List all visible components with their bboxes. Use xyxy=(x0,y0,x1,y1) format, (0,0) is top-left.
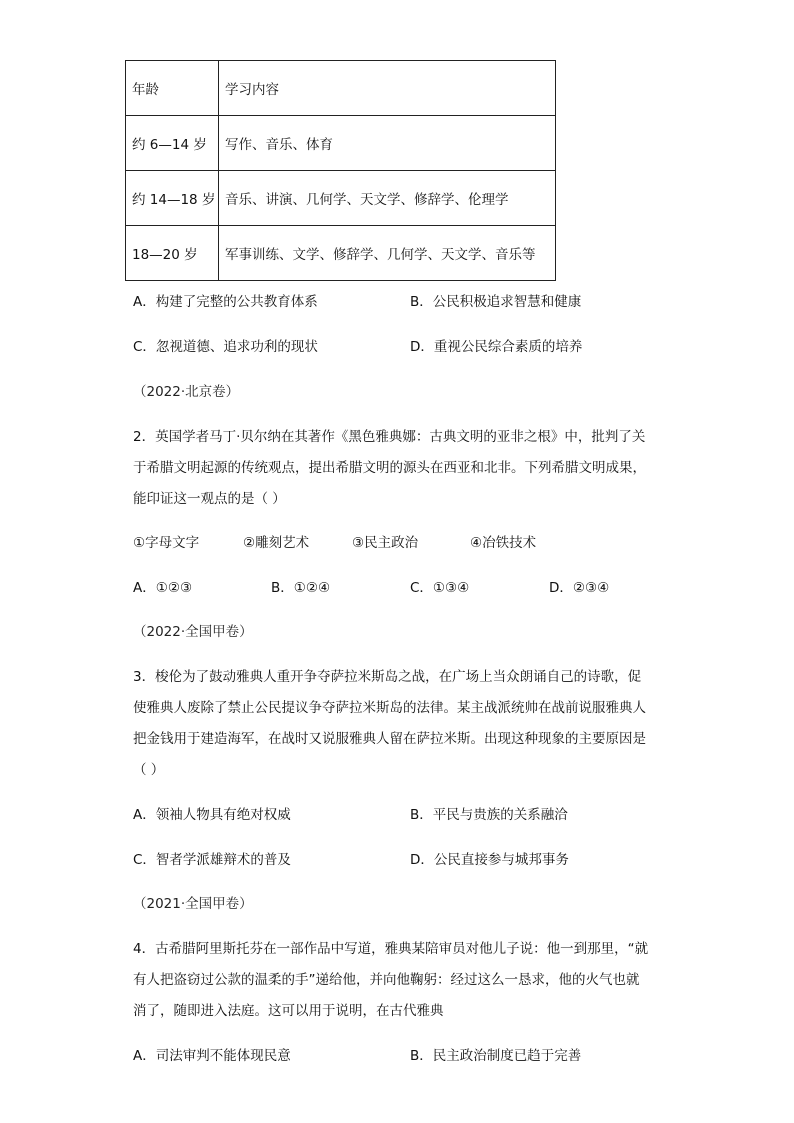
q2-item: ④冶铁技术 xyxy=(470,535,537,551)
q4-stem-line: 有人把盗窃过公款的温柔的手”递给他，并向他鞠躬：经过这么一恳求，他的火气也就 xyxy=(133,972,640,988)
q3-option-d: D．公民直接参与城邦事务 xyxy=(410,852,569,868)
table-cell: 音乐、讲演、几何学、天文学、修辞学、伦理学 xyxy=(219,171,556,226)
table-cell: 约 14—18 岁 xyxy=(126,171,219,226)
q2-stem-line: 2．英国学者马丁·贝尔纳在其著作《黑色雅典娜：古典文明的亚非之根》中，批判了关 xyxy=(133,429,646,445)
q3-stem-line: 把金钱用于建造海军，在战时又说服雅典人留在萨拉米斯。出现这种现象的主要原因是 xyxy=(133,731,646,747)
table-cell: 约 6—14 岁 xyxy=(126,116,219,171)
table-cell: 学习内容 xyxy=(219,61,556,116)
q2-item: ①字母文字 xyxy=(133,535,200,551)
q4-stem-line: 4．古希腊阿里斯托芬在一部作品中写道，雅典某陪审员对他儿子说：他一到那里，“就 xyxy=(133,941,649,957)
q4-option-b: B．民主政治制度已趋于完善 xyxy=(410,1048,582,1064)
q1-option-c: C．忽视道德、追求功利的现状 xyxy=(133,339,318,355)
q1-option-b: B．公民积极追求智慧和健康 xyxy=(410,294,582,310)
table-row xyxy=(126,171,556,226)
q2-source: （2022·北京卷） xyxy=(133,384,240,400)
q4-option-a: A．司法审判不能体现民意 xyxy=(133,1048,291,1064)
table-cell: 18—20 岁 xyxy=(126,226,219,281)
q2-option-d: D．②③④ xyxy=(549,580,610,596)
q3-stem-line: 3．梭伦为了鼓动雅典人重开争夺萨拉米斯岛之战，在广场上当众朗诵自己的诗歌，促 xyxy=(133,669,642,685)
table-cell: 年龄 xyxy=(126,61,219,116)
q2-option-b: B．①②④ xyxy=(271,580,331,596)
table-row xyxy=(126,116,556,171)
q2-option-a: A．①②③ xyxy=(133,580,193,596)
q3-stem-line: （ ） xyxy=(133,762,165,778)
q2-option-c: C．①③④ xyxy=(410,580,470,596)
q3-option-a: A．领袖人物具有绝对权威 xyxy=(133,807,291,823)
q3-option-b: B．平民与贵族的关系融洽 xyxy=(410,807,568,823)
q3-stem-line: 使雅典人废除了禁止公民提议争夺萨拉米斯岛的法律。某主战派统帅在战前说服雅典人 xyxy=(133,700,646,716)
q3-option-c: C．智者学派雄辩术的普及 xyxy=(133,852,291,868)
q2-item: ③民主政治 xyxy=(352,535,419,551)
q2-stem-line: 于希腊文明起源的传统观点，提出希腊文明的源头在西亚和北非。下列希腊文明成果， xyxy=(133,460,646,476)
table-cell: 写作、音乐、体育 xyxy=(219,116,556,171)
age-curriculum-table xyxy=(125,60,556,281)
table-row xyxy=(126,226,556,281)
table-header-row xyxy=(126,61,556,116)
q1-option-d: D．重视公民综合素质的培养 xyxy=(410,339,583,355)
q4-source: （2021·全国甲卷） xyxy=(133,896,253,912)
q4-stem-line: 消了，随即进入法庭。这可以用于说明，在古代雅典 xyxy=(133,1003,444,1019)
q1-option-a: A．构建了完整的公共教育体系 xyxy=(133,294,318,310)
table-cell: 军事训练、文学、修辞学、几何学、天文学、音乐等 xyxy=(219,226,556,281)
q2-item: ②雕刻艺术 xyxy=(243,535,310,551)
q3-source: （2022·全国甲卷） xyxy=(133,624,253,640)
q2-stem-line: 能印证这一观点的是（ ） xyxy=(133,491,286,507)
